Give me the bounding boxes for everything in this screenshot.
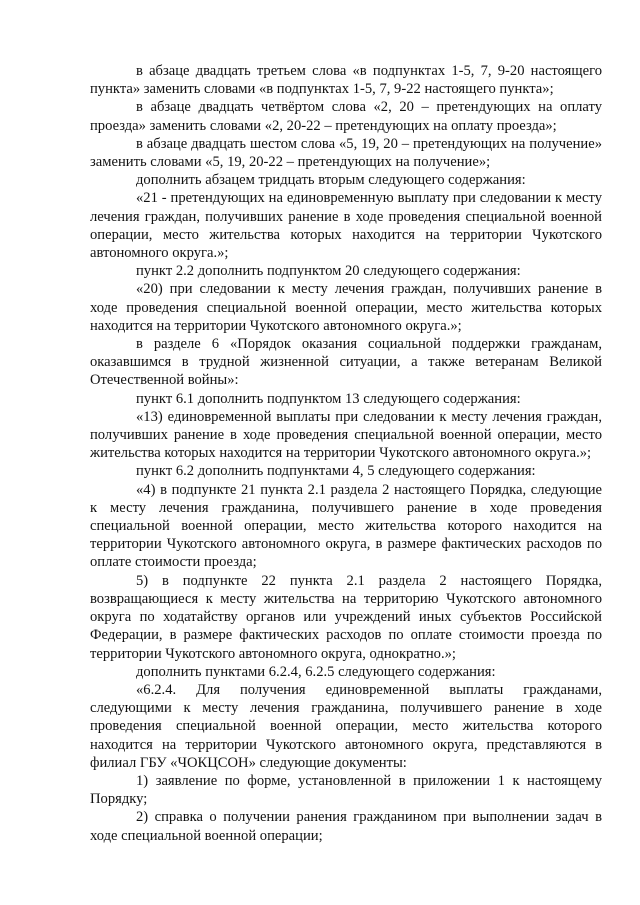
paragraph-5: «21 - претендующих на единовременную выплату при следовании к месту лечения граждан, получивших ранение в ходе проведения специальной военной операции, место жительства которых находится на территории Чукотского автономного округа.»;	[90, 190, 602, 262]
paragraph-10: «13) единовременной выплаты при следовании к месту лечения граждан, получивших ранение в ходе проведения специальной военной операции, место жительства которых находится на территории Чукотского автономного округа.»;	[90, 408, 602, 462]
paragraph-11: пункт 6.2 дополнить подпунктами 4, 5 следующего содержания:	[136, 463, 536, 480]
paragraph-17: 2) справка о получении ранения гражданином при выполнении задач в ходе специальной военной операции;	[90, 809, 602, 844]
paragraph-1: в абзаце двадцать третьем слова «в подпунктах 1-5, 7, 9-20 настоящего пункта» заменить словами «в подпунктах 1-5, 7, 9-22 настоящего пункта»;	[90, 63, 602, 98]
paragraph-14: дополнить пунктами 6.2.4, 6.2.5 следующего содержания:	[136, 663, 496, 680]
paragraph-12: «4) в подпункте 21 пункта 2.1 раздела 2 настоящего Порядка, следующие к месту лечения гражданина, получившего ранение в ходе проведения специальной военной операции, место жительства которого находится на территории Чукотского автономного округа, в размере фактических расходов по оплате стоимости проезда;	[90, 481, 602, 571]
paragraph-3: в абзаце двадцать шестом слова «5, 19, 20 – претендующих на получение» заменить словами «5, 19, 20-22 – претендующих на получение»;	[90, 135, 602, 171]
paragraph-8: в разделе 6 «Порядок оказания социальной поддержки гражданам, оказавшимся в трудной жизненной ситуации, а также ветеранам Великой Отечественной войны»:	[90, 336, 602, 389]
paragraph-15: «6.2.4. Для получения единовременной выплаты гражданами, следующими к месту лечения гражданина, получившего ранение в ходе проведения специальной военной операции, место жительства которого находится на территории Чукотского автономного округа, представляются в филиал ГБУ «ЧОКЦСОН» следующие документы:	[90, 681, 602, 771]
paragraph-13: 5) в подпункте 22 пункта 2.1 раздела 2 настоящего Порядка, возвращающиеся к месту жительства на территорию Чукотского автономного округа по ходатайству органов или учреждений иных субъектов Российской Федерации, в размере фактических расходов по оплате стоимости проезда по территории Чукотского автономного округа, однократно.»;	[90, 572, 602, 662]
paragraph-2: в абзаце двадцать четвёртом слова «2, 20 – претендующих на оплату проезда» заменить словами «2, 20-22 – претендующих на оплату проезда»;	[90, 99, 602, 134]
paragraph-16: 1) заявление по форме, установленной в приложении 1 к настоящему Порядку;	[90, 772, 602, 808]
document-page	[90, 62, 602, 845]
paragraph-9: пункт 6.1 дополнить подпунктом 13 следующего содержания:	[136, 390, 521, 407]
paragraph-7: «20) при следовании к месту лечения граждан, получивших ранение в ходе проведения специальной военной операции, место жительства которых находится на территории Чукотского автономного округа.»;	[90, 281, 602, 334]
paragraph-6: пункт 2.2 дополнить подпунктом 20 следующего содержания:	[136, 263, 521, 280]
paragraph-4: дополнить абзацем тридцать вторым следующего содержания:	[136, 172, 526, 189]
